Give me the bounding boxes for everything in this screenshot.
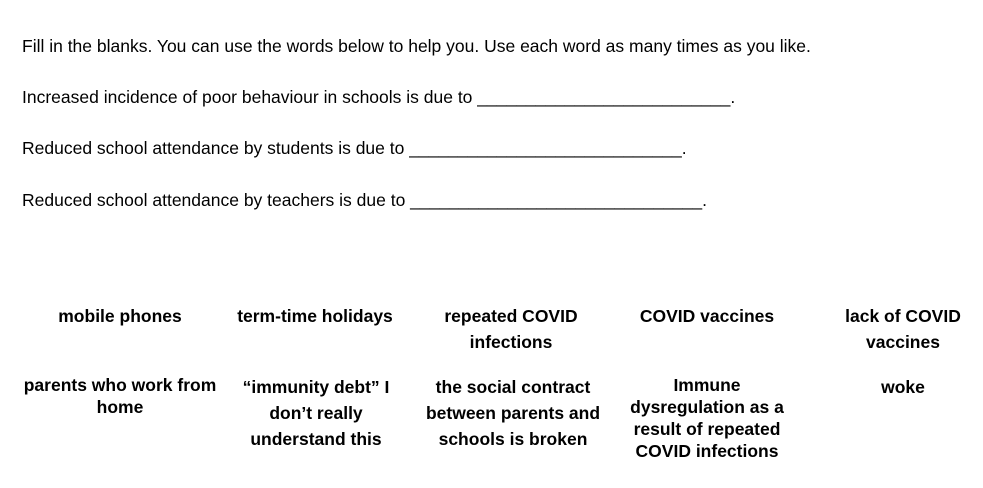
word-woke: woke [881, 377, 925, 397]
word-social-contract-broken: the social contract between parents and schools is broken [425, 377, 601, 449]
word-parents-who-work-from-home: parents who work from home [23, 375, 217, 417]
word-immunity-debt: “immunity debt” I don’t really understand this [242, 377, 390, 449]
question-2: Reduced school attendance by students is due to ____________________________. [22, 138, 687, 158]
word-term-time-holidays: term-time holidays [237, 306, 393, 326]
word-mobile-phones: mobile phones [58, 306, 182, 326]
word-covid-vaccines: COVID vaccines [639, 306, 775, 326]
instructions-text: Fill in the blanks. You can use the words below to help you. Use each word as many times as you like. [22, 36, 811, 56]
word-repeated-covid-infections: repeated COVID infections [444, 306, 578, 352]
word-immune-dysregulation: Immune dysregulation as a result of repeated COVID infections [630, 375, 784, 461]
question-1: Increased incidence of poor behaviour in schools is due to __________________________. [22, 87, 736, 107]
word-lack-of-covid-vaccines: lack of COVID vaccines [845, 306, 961, 352]
question-3: Reduced school attendance by teachers is due to ______________________________. [22, 190, 708, 210]
